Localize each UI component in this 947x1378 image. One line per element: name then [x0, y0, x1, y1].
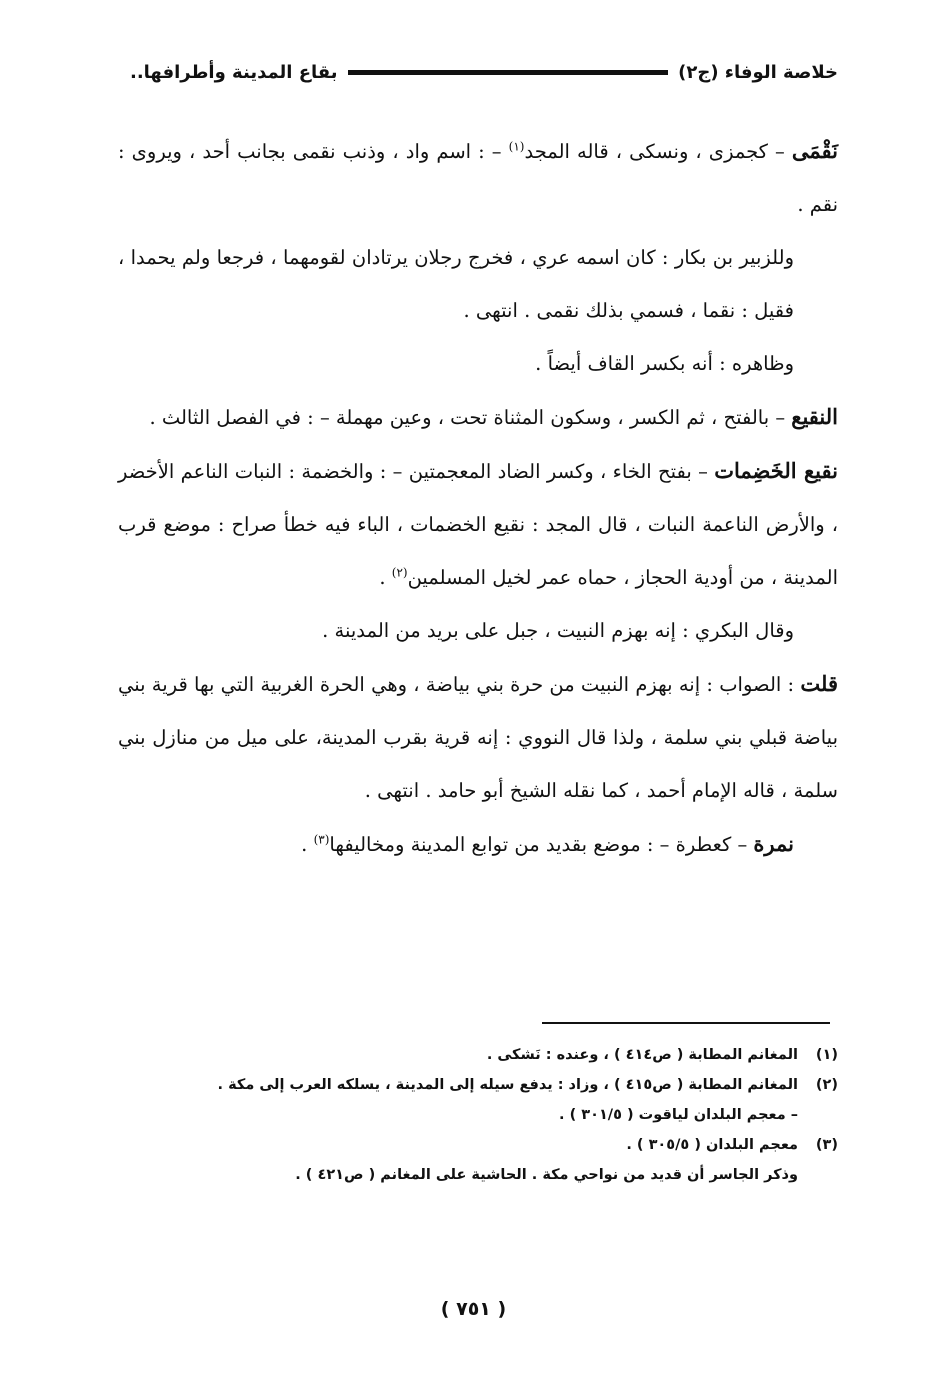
paragraph-text: – بفتح الخاء ، وكسر الضاد المعجمتين – : والخضمة : النبات الناعم الأخضر ، والأرض الناعمة النبات ، قال المجد : نقيع الخضمات ، الباء فيه خطأ صراح : موضع قرب المدينة ، من أودية الحجاز ، حماه عمر لخيل المسلمين: [118, 460, 838, 589]
paragraph-naqi-khadimat: [118, 444, 838, 604]
paragraph-zahiruhu: [118, 337, 838, 390]
footnote-separator: [542, 1022, 830, 1024]
footnote-number: (١): [815, 1047, 838, 1063]
paragraph-text: وقال البكري : إنه بهزم النبيت ، جبل على بريد من المدينة .: [322, 619, 794, 642]
main-text: [118, 124, 838, 871]
paragraph-text: : الصواب : إنه بهزم النبيت من حرة بني بياضة ، وهي الحرة الغربية التي بها قرية بني بياضة قبلي بني سلمة ، ولذا قال النووي : إنه قرية بقرب المدينة، على ميل من منازل بني سلمة ، قاله الإمام أحمد ، كما نقله الشيخ أبو حامد . انتهى .: [118, 673, 838, 802]
footnote-text: معجم البلدان ( ٣٠٥/٥ ) .: [626, 1137, 798, 1153]
footnote-ref[interactable]: (٣): [313, 832, 330, 847]
running-header: [130, 52, 838, 92]
paragraph-naqma: [118, 124, 838, 231]
footnote-ref[interactable]: (١): [508, 139, 525, 154]
page-number: ( ٧٥١ ): [440, 1298, 507, 1320]
paragraph-naqi: [118, 390, 838, 444]
entry-term: نَقْمَى: [791, 138, 838, 163]
paragraph-zubayr: [118, 231, 838, 337]
paragraph-bakri: [118, 604, 838, 657]
header-section-title: بقاع المدينة وأطرافها..: [130, 61, 338, 83]
footnote-3: [150, 1130, 838, 1160]
paragraph-text-cont: .: [379, 566, 392, 589]
footnote-ref[interactable]: (٢): [391, 565, 408, 580]
footnote-text: وذكر الجاسر أن قديد من نواحي مكة . الحاشية على المغانم ( ص٤٢١ ) .: [295, 1167, 798, 1183]
footnote-2-continued: [150, 1100, 838, 1130]
footnote-text: المغانم المطابة ( ص٤١٤ ) ، وعنده : نَشكى .: [486, 1047, 798, 1063]
entry-term: قلت: [800, 671, 838, 696]
paragraph-text: – كعطرة – : موضع بقديد من توابع المدينة ومخاليفها: [329, 833, 754, 856]
footnote-number: (٣): [815, 1137, 838, 1153]
entry-term: النقيع: [791, 404, 838, 429]
footnote-text: – معجم البلدان لياقوت ( ٣٠١/٥ ) .: [559, 1107, 798, 1123]
paragraph-text: – كجمزى ، ونسكى ، قاله المجد: [524, 140, 792, 163]
footnote-text: المغانم المطابة ( ص٤١٥ ) ، وزاد : يدفع سيله إلى المدينة ، يسلكه العرب إلى مكة .: [217, 1077, 798, 1093]
paragraph-text-cont: – : اسم واد ، وذنب نقمى بجانب أحد ، ويروى : نقم .: [118, 140, 838, 216]
footnote-number: (٢): [815, 1077, 838, 1093]
paragraph-text-cont: .: [301, 833, 314, 856]
footnote-1: [150, 1040, 838, 1070]
header-rule: [348, 70, 669, 75]
paragraph-namira: [118, 817, 838, 871]
entry-term: نقيع الخَضِمات: [714, 458, 838, 483]
footnote-3-continued: [150, 1160, 838, 1190]
header-book-title: خلاصة الوفاء (ج٢): [678, 61, 838, 83]
paragraph-qultu: [118, 657, 838, 817]
paragraph-text: وللزبير بن بكار : كان اسمه عري ، فخرج رجلان يرتادان لقومهما ، فرجعا ولم يحمدا ، فقيل : نقما ، فسمي بذلك نقمى . انتهى .: [118, 246, 794, 322]
footnotes: [150, 1040, 838, 1190]
footnote-2: [150, 1070, 838, 1100]
paragraph-text: – بالفتح ، ثم الكسر ، وسكون المثناة تحت ، وعين مهملة – : في الفصل الثالث .: [149, 406, 792, 429]
paragraph-text: وظاهره : أنه بكسر القاف أيضاً .: [535, 352, 794, 375]
entry-term: نمرة: [753, 831, 794, 856]
